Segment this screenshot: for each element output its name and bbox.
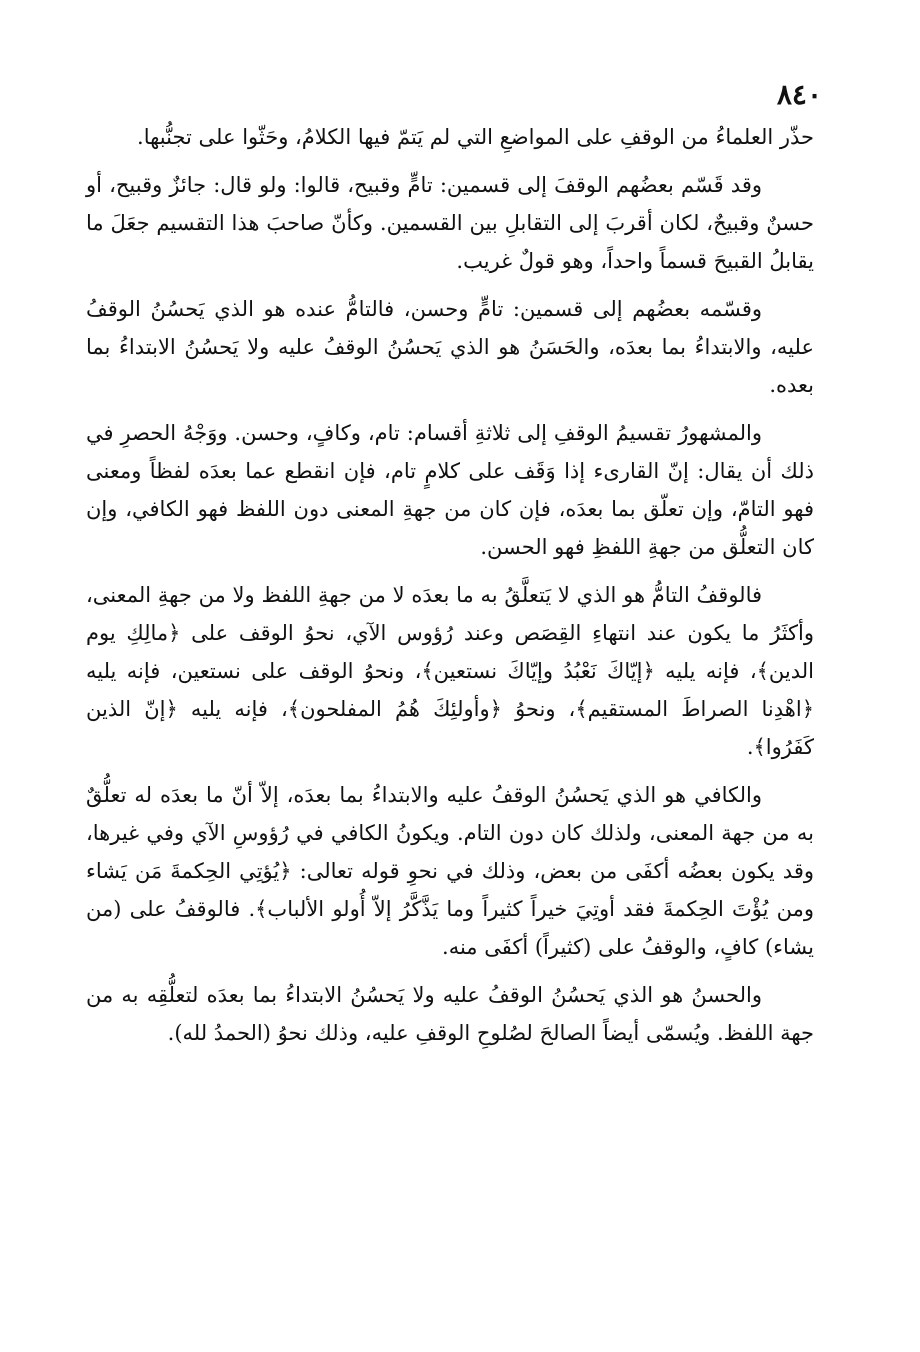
- page-number: ٨٤٠: [776, 78, 822, 111]
- paragraph: والحسنُ هو الذي يَحسُنُ الوقفُ عليه ولا يَحسُنُ الابتداءُ بما بعدَه لتعلُّقِه به من جهة اللفظ. ويُسمّى أيضاً الصالحَ لصُلوحِ الوقفِ عليه، وذلك نحوُ (الحمدُ لله).: [86, 983, 814, 1045]
- body-text: [86, 118, 814, 1062]
- paragraph: والمشهورُ تقسيمُ الوقفِ إلى ثلاثةِ أقسام: تام، وكافٍ، وحسن. ووَجْهُ الحصرِ في ذلك أن يقال: إنّ القارىء إذا وَقَف على كلامٍ تام، فإن انقطع عما بعدَه لفظاً ومعنى فهو التامّ، وإن تعلّق بما بعدَه، فإن كان من جهةِ المعنى دون اللفظ فهو الكافي، وإن كان التعلُّق من جهةِ اللفظِ فهو الحسن.: [86, 421, 814, 559]
- paragraph: وقد قَسّم بعضُهم الوقفَ إلى قسمين: تامٍّ وقبيح، قالوا: ولو قال: جائزٌ وقبيح، أو حسنٌ وقبيحٌ، لكان أقربَ إلى التقابلِ بين القسمين. وكأنّ صاحبَ هذا التقسيم جعَلَ ما يقابلُ القبيحَ قسماً واحداً، وهو قولٌ غريب.: [86, 173, 814, 273]
- paragraph: وقسّمه بعضُهم إلى قسمين: تامٍّ وحسن، فالتامُّ عنده هو الذي يَحسُنُ الوقفُ عليه، والابتداءُ بما بعدَه، والحَسَنُ هو الذي يَحسُنُ الوقفُ عليه ولا يَحسُنُ الابتداءُ بما بعده.: [86, 297, 814, 397]
- paragraph: فالوقفُ التامُّ هو الذي لا يَتعلَّقُ به ما بعدَه لا من جهةِ اللفظ ولا من جهةِ المعنى، وأكثَرُ ما يكون عند انتهاءِ القِصَص وعند رُؤوس الآي، نحوُ الوقف على ﴿مالِكِ يوم الدين﴾، فإنه يليه ﴿إيّاكَ نَعْبُدُ وإيّاكَ نستعين﴾، ونحوُ الوقف على نستعين، فإنه يليه ﴿اهْدِنا الصراطَ المستقيم﴾، ونحوُ ﴿وأولئِكَ هُمُ المفلحون﴾، فإنه يليه ﴿إنّ الذين كَفَرُوا﴾.: [86, 583, 814, 759]
- paragraph: والكافي هو الذي يَحسُنُ الوقفُ عليه والابتداءُ بما بعدَه، إلاّ أنّ ما بعدَه له تعلُّقٌ به من جهة المعنى، ولذلك كان دون التام. ويكونُ الكافي في رُؤوسِ الآي وفي غيرها، وقد يكون بعضُه أكفَى من بعض، وذلك في نحوِ قوله تعالى: ﴿يُؤتِي الحِكمةَ مَن يَشاء ومن يُؤْتَ الحِكمةَ فقد أوتِيَ خيراً كثيراً وما يَذَّكَّرُ إلاّ أُولو الألباب﴾. فالوقفُ على (من يشاء) كافٍ، والوقفُ على (كثيراً) أكفَى منه.: [86, 783, 814, 959]
- paragraph: حذّر العلماءُ من الوقفِ على المواضعِ التي لم يَتمّ فيها الكلامُ، وحَثّوا على تجنُّبها.: [137, 125, 814, 149]
